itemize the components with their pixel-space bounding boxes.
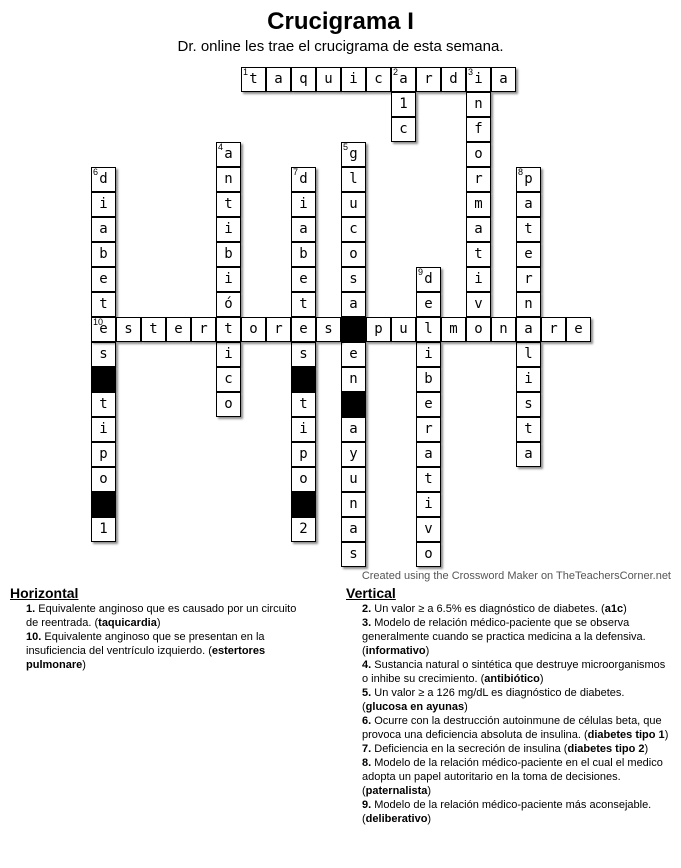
horizontal-heading: Horizontal	[10, 585, 79, 601]
crossword-cell[interactable]	[416, 392, 441, 417]
clue-item-text: Un valor ≥ a 6.5% es diagnóstico de diabetes. (	[374, 603, 605, 615]
cell-letter: u	[399, 321, 408, 337]
crossword-cell[interactable]	[291, 67, 316, 92]
crossword-cell[interactable]	[566, 317, 591, 342]
cell-letter: o	[474, 146, 483, 162]
cell-letter: n	[474, 96, 483, 112]
crossword-cell[interactable]	[341, 192, 366, 217]
crossword-cell[interactable]	[291, 192, 316, 217]
crossword-cell[interactable]	[516, 217, 541, 242]
clue-item-answer: diabetes tipo 2	[567, 743, 645, 755]
cell-letter: 2	[299, 521, 308, 537]
clue-item	[362, 714, 672, 742]
crossword-cell[interactable]	[291, 467, 316, 492]
cell-letter: c	[349, 221, 358, 237]
crossword-cell[interactable]	[516, 342, 541, 367]
cell-letter: o	[99, 471, 108, 487]
crossword-cell[interactable]	[341, 542, 366, 567]
cell-letter: i	[99, 421, 108, 437]
cell-letter: a	[399, 71, 408, 87]
cell-letter: e	[349, 346, 358, 362]
cell-letter: n	[349, 496, 358, 512]
cell-letter: i	[99, 196, 108, 212]
crossword-cell[interactable]	[91, 167, 116, 192]
crossword-cell[interactable]	[291, 392, 316, 417]
crossword-cell[interactable]	[416, 467, 441, 492]
crossword-cell[interactable]	[341, 267, 366, 292]
crossword-cell[interactable]	[91, 267, 116, 292]
cell-letter: m	[474, 196, 483, 212]
clue-number: 8	[518, 167, 524, 177]
crossword-cell[interactable]	[216, 392, 241, 417]
crossword-cell[interactable]	[466, 292, 491, 317]
crossword-cell[interactable]	[466, 67, 491, 92]
crossword-cell[interactable]	[516, 417, 541, 442]
crossword-cell[interactable]	[416, 442, 441, 467]
vertical-clues	[346, 586, 672, 826]
crossword-cell[interactable]	[316, 67, 341, 92]
cell-letter: o	[424, 546, 433, 562]
cell-letter: e	[99, 271, 108, 287]
clue-item	[362, 686, 672, 714]
crossword-cell[interactable]	[216, 292, 241, 317]
crossword-cell[interactable]	[516, 267, 541, 292]
crossword-cell[interactable]	[441, 317, 466, 342]
cell-letter: v	[474, 296, 483, 312]
crossword-cell[interactable]	[416, 317, 441, 342]
crossword-cell[interactable]	[341, 67, 366, 92]
clue-item-number: 5.	[362, 687, 372, 699]
crossword-cell[interactable]	[91, 442, 116, 467]
cell-letter: 1	[399, 96, 408, 112]
crossword-cell[interactable]	[291, 317, 316, 342]
cell-letter: l	[424, 321, 433, 337]
cell-letter: i	[424, 496, 433, 512]
crossword-cell[interactable]	[91, 242, 116, 267]
crossword-cell[interactable]	[416, 492, 441, 517]
black-square	[291, 367, 316, 392]
cell-letter: d	[449, 71, 458, 87]
crossword-cell[interactable]	[516, 242, 541, 267]
crossword-cell[interactable]	[291, 267, 316, 292]
crossword-cell[interactable]	[191, 317, 216, 342]
clue-item-answer: diabetes tipo 1	[587, 729, 665, 741]
cell-letter: t	[149, 321, 158, 337]
crossword-cell[interactable]	[366, 67, 391, 92]
crossword-cell[interactable]	[116, 317, 141, 342]
cell-letter: i	[474, 71, 483, 87]
cell-letter: b	[424, 371, 433, 387]
crossword-cell[interactable]	[341, 142, 366, 167]
crossword-cell[interactable]	[391, 117, 416, 142]
crossword-cell[interactable]	[341, 167, 366, 192]
crossword-cell[interactable]	[466, 167, 491, 192]
cell-letter: u	[349, 196, 358, 212]
clue-item-number: 7.	[362, 743, 372, 755]
clue-item	[362, 798, 672, 826]
cell-letter: y	[349, 446, 358, 462]
cell-letter: t	[224, 196, 233, 212]
cell-letter: i	[424, 346, 433, 362]
black-square	[91, 492, 116, 517]
clue-item-end: )	[427, 813, 432, 825]
cell-letter: a	[299, 221, 308, 237]
cell-letter: t	[524, 421, 533, 437]
crossword-cell[interactable]	[466, 242, 491, 267]
clue-item-text: Ocurre con la destrucción autoinmune de células beta, que provoca una deficiencia absoluta de insulina. (	[362, 715, 662, 741]
cell-letter: b	[299, 246, 308, 262]
cell-letter: n	[224, 171, 233, 187]
cell-letter: e	[574, 321, 583, 337]
crossword-cell[interactable]	[341, 467, 366, 492]
crossword-cell[interactable]	[516, 367, 541, 392]
clue-item	[362, 616, 672, 658]
cell-letter: b	[99, 246, 108, 262]
clue-item-number: 10.	[26, 631, 42, 643]
crossword-cell[interactable]	[341, 442, 366, 467]
crossword-cell[interactable]	[166, 317, 191, 342]
cell-letter: i	[524, 371, 533, 387]
vertical-clue-list	[346, 602, 672, 826]
horizontal-clue-list	[10, 602, 310, 672]
clue-item-end: )	[539, 673, 544, 685]
black-square	[91, 367, 116, 392]
cell-letter: a	[424, 446, 433, 462]
crossword-cell[interactable]	[516, 292, 541, 317]
cell-letter: l	[349, 171, 358, 187]
cell-letter: a	[99, 221, 108, 237]
crossword-cell[interactable]	[341, 517, 366, 542]
crossword-cell[interactable]	[216, 317, 241, 342]
cell-letter: r	[274, 321, 283, 337]
cell-letter: q	[299, 71, 308, 87]
cell-letter: a	[349, 421, 358, 437]
crossword-cell[interactable]	[266, 67, 291, 92]
crossword-cell[interactable]	[366, 317, 391, 342]
crossword-cell[interactable]	[216, 367, 241, 392]
clue-item-text: Equivalente anginoso que se presentan en la insuficiencia del ventrículo izquierdo. (	[26, 631, 265, 657]
cell-letter: i	[299, 421, 308, 437]
crossword-cell[interactable]	[291, 242, 316, 267]
page-subtitle: Dr. online les trae el crucigrama de esta semana.	[177, 38, 504, 55]
clue-item	[362, 742, 672, 756]
crossword-cell[interactable]	[466, 317, 491, 342]
crossword-cell[interactable]	[216, 192, 241, 217]
crossword-cell[interactable]	[291, 342, 316, 367]
cell-letter: i	[474, 271, 483, 287]
crossword-cell[interactable]	[91, 342, 116, 367]
cell-letter: a	[524, 196, 533, 212]
page-title: Crucigrama I	[267, 8, 414, 35]
cell-letter: c	[224, 371, 233, 387]
clue-item-answer: estertores pulmonare	[26, 645, 266, 671]
clue-number: 1	[243, 67, 249, 77]
crossword-cell[interactable]	[341, 292, 366, 317]
cell-letter: s	[524, 396, 533, 412]
cell-letter: o	[349, 246, 358, 262]
clue-item-text: Modelo de la relación médico-paciente en el cual el medico adopta un papel autoritario en la toma de decisiones. (	[362, 757, 663, 797]
cell-letter: s	[349, 546, 358, 562]
cell-letter: g	[349, 146, 358, 162]
cell-letter: p	[374, 321, 383, 337]
crossword-cell[interactable]	[291, 442, 316, 467]
crossword-cell[interactable]	[91, 317, 116, 342]
cell-letter: t	[249, 71, 258, 87]
crossword-cell[interactable]	[316, 317, 341, 342]
cell-letter: i	[299, 196, 308, 212]
crossword-cell[interactable]	[466, 142, 491, 167]
cell-letter: i	[349, 71, 358, 87]
crossword-cell[interactable]	[241, 317, 266, 342]
crossword-cell[interactable]	[291, 517, 316, 542]
cell-letter: s	[349, 271, 358, 287]
crossword-cell[interactable]	[341, 242, 366, 267]
cell-letter: i	[224, 346, 233, 362]
crossword-cell[interactable]	[416, 342, 441, 367]
clue-item-number: 8.	[362, 757, 372, 769]
cell-letter: p	[524, 171, 533, 187]
clue-item-number: 2.	[362, 603, 372, 615]
crossword-cell[interactable]	[91, 417, 116, 442]
clue-number: 4	[218, 142, 224, 152]
clue-item-number: 3.	[362, 617, 372, 629]
cell-letter: s	[324, 321, 333, 337]
cell-letter: s	[99, 346, 108, 362]
cell-letter: f	[474, 121, 483, 137]
crossword-cell[interactable]	[216, 267, 241, 292]
cell-letter: p	[99, 446, 108, 462]
cell-letter: e	[424, 296, 433, 312]
crossword-cell[interactable]	[516, 317, 541, 342]
crossword-cell[interactable]	[466, 267, 491, 292]
crossword-cell[interactable]	[216, 242, 241, 267]
cell-letter: s	[124, 321, 133, 337]
cell-letter: m	[449, 321, 458, 337]
cell-letter: a	[349, 521, 358, 537]
cell-letter: o	[474, 321, 483, 337]
crossword-cell[interactable]	[466, 192, 491, 217]
crossword-cell[interactable]	[341, 217, 366, 242]
clue-item-number: 9.	[362, 799, 372, 811]
clue-item-text: Sustancia natural o sintética que destruye microorganismos o inhibe su crecimiento. (	[362, 659, 666, 685]
clue-item	[362, 756, 672, 798]
cell-letter: o	[299, 471, 308, 487]
crossword-cell[interactable]	[216, 167, 241, 192]
crossword-cell[interactable]	[416, 417, 441, 442]
cell-letter: u	[349, 471, 358, 487]
crossword-cell[interactable]	[391, 92, 416, 117]
crossword-cell[interactable]	[291, 217, 316, 242]
crossword-cell[interactable]	[516, 167, 541, 192]
crossword-cell[interactable]	[391, 67, 416, 92]
black-square	[341, 392, 366, 417]
clue-item-end: )	[664, 729, 669, 741]
cell-letter: r	[424, 71, 433, 87]
horizontal-clues	[10, 586, 310, 672]
cell-letter: t	[524, 221, 533, 237]
black-square	[341, 317, 366, 342]
cell-letter: c	[399, 121, 408, 137]
clue-item-end: )	[623, 603, 627, 615]
clue-item-number: 6.	[362, 715, 372, 727]
clue-item-text: Modelo de la relación médico-paciente más aconsejable. (	[362, 799, 652, 825]
cell-letter: a	[349, 296, 358, 312]
cell-letter: o	[249, 321, 258, 337]
crossword-cell[interactable]	[491, 317, 516, 342]
cell-letter: n	[524, 296, 533, 312]
clue-item-end: )	[464, 701, 468, 713]
cell-letter: e	[299, 271, 308, 287]
clue-item-answer: informativo	[365, 645, 426, 657]
clue-number: 3	[468, 67, 474, 77]
crossword-cell[interactable]	[91, 392, 116, 417]
clue-number: 10	[93, 317, 104, 327]
clue-item-end: )	[425, 645, 430, 657]
crossword-cell[interactable]	[91, 292, 116, 317]
cell-letter: l	[524, 346, 533, 362]
cell-letter: n	[499, 321, 508, 337]
clue-number: 6	[93, 167, 99, 177]
clue-number: 2	[393, 67, 399, 77]
crossword-cell[interactable]	[216, 142, 241, 167]
crossword-cell[interactable]	[466, 117, 491, 142]
crossword-cell[interactable]	[91, 517, 116, 542]
crossword-cell[interactable]	[416, 292, 441, 317]
crossword-cell[interactable]	[341, 417, 366, 442]
crossword-cell[interactable]	[291, 167, 316, 192]
crossword-cell[interactable]	[216, 342, 241, 367]
clue-item-answer: antibiótico	[484, 673, 540, 685]
cell-letter: 1	[99, 521, 108, 537]
cell-letter: t	[299, 296, 308, 312]
cell-letter: e	[99, 321, 108, 337]
cell-letter: r	[424, 421, 433, 437]
cell-letter: p	[299, 446, 308, 462]
cell-letter: r	[474, 171, 483, 187]
clue-item-end: )	[156, 617, 161, 629]
cell-letter: t	[99, 296, 108, 312]
crossword-cell[interactable]	[241, 67, 266, 92]
clue-item	[26, 602, 310, 630]
cell-letter: v	[424, 521, 433, 537]
clue-item-text: Deficiencia en la secreción de insulina (	[374, 743, 568, 755]
cell-letter: n	[349, 371, 358, 387]
clue-item-end: )	[644, 743, 649, 755]
crossword-cell[interactable]	[91, 192, 116, 217]
cell-letter: a	[499, 71, 508, 87]
crossword-cell[interactable]	[341, 367, 366, 392]
cell-letter: a	[524, 321, 533, 337]
crossword-cell[interactable]	[416, 517, 441, 542]
cell-letter: d	[424, 271, 433, 287]
cell-letter: d	[99, 171, 108, 187]
clue-number: 7	[293, 167, 299, 177]
clue-item-answer: glucosa en ayunas	[365, 701, 465, 713]
cell-letter: s	[299, 346, 308, 362]
clue-item-answer: a1c	[604, 603, 624, 615]
cell-letter: r	[549, 321, 558, 337]
crossword-cell[interactable]	[441, 67, 466, 92]
cell-letter: t	[224, 321, 233, 337]
clue-number: 9	[418, 267, 424, 277]
cell-letter: r	[199, 321, 208, 337]
clue-item-answer: taquicardia	[98, 617, 157, 629]
cell-letter: a	[524, 446, 533, 462]
clue-item-text: Modelo de relación médico-paciente que se observa generalmente cuando se practica medicina a la defensiva. (	[362, 617, 646, 657]
black-square	[291, 492, 316, 517]
cell-letter: a	[474, 221, 483, 237]
crossword-cell[interactable]	[466, 217, 491, 242]
crossword-cell[interactable]	[391, 317, 416, 342]
cell-letter: e	[524, 246, 533, 262]
vertical-heading: Vertical	[346, 585, 396, 601]
crossword-cell[interactable]	[91, 217, 116, 242]
cell-letter: b	[224, 246, 233, 262]
clue-item-end: )	[82, 659, 86, 671]
clue-item-number: 1.	[26, 603, 36, 615]
clue-item-end: )	[427, 785, 432, 797]
crossword-cell[interactable]	[416, 367, 441, 392]
cell-letter: i	[224, 221, 233, 237]
clue-item-answer: deliberativo	[365, 813, 428, 825]
crossword-cell[interactable]	[516, 192, 541, 217]
clue-item-text: Un valor ≥ a 126 mg/dL es diagnóstico de diabetes. (	[362, 687, 625, 713]
crossword-cell[interactable]	[416, 542, 441, 567]
clue-item-answer: paternalista	[365, 785, 428, 797]
cell-letter: i	[224, 271, 233, 287]
crossword-cell[interactable]	[491, 67, 516, 92]
crossword-cell[interactable]	[466, 92, 491, 117]
crossword-cell[interactable]	[341, 492, 366, 517]
crossword-cell[interactable]	[541, 317, 566, 342]
cell-letter: e	[424, 396, 433, 412]
crossword-cell[interactable]	[416, 67, 441, 92]
crossword-cell[interactable]	[266, 317, 291, 342]
crossword-cell[interactable]	[216, 217, 241, 242]
clue-item	[362, 602, 672, 616]
cell-letter: d	[299, 171, 308, 187]
crossword-cell[interactable]	[291, 417, 316, 442]
crossword-cell[interactable]	[416, 267, 441, 292]
credit-text: Created using the Crossword Maker on TheTeachersCorner.net	[361, 570, 671, 582]
cell-letter: r	[524, 271, 533, 287]
cell-letter: u	[324, 71, 333, 87]
crossword-cell[interactable]	[91, 467, 116, 492]
cell-letter: c	[374, 71, 383, 87]
cell-letter: ó	[224, 296, 233, 312]
cell-letter: a	[224, 146, 233, 162]
clue-number: 5	[343, 142, 349, 152]
cell-letter: e	[299, 321, 308, 337]
cell-letter: e	[174, 321, 183, 337]
cell-letter: t	[299, 396, 308, 412]
crossword-cell[interactable]	[291, 292, 316, 317]
cell-letter: t	[99, 396, 108, 412]
crossword-cell[interactable]	[516, 442, 541, 467]
crossword-cell[interactable]	[516, 392, 541, 417]
cell-letter: a	[274, 71, 283, 87]
cell-letter: t	[474, 246, 483, 262]
clue-item	[362, 658, 672, 686]
clue-item-number: 4.	[362, 659, 372, 671]
cell-letter: o	[224, 396, 233, 412]
crossword-cell[interactable]	[341, 342, 366, 367]
crossword-cell[interactable]	[141, 317, 166, 342]
cell-letter: t	[424, 471, 433, 487]
clue-item-text: Equivalente anginoso que es causado por un circuito de reentrada. (	[26, 603, 297, 629]
clue-item	[26, 630, 310, 672]
